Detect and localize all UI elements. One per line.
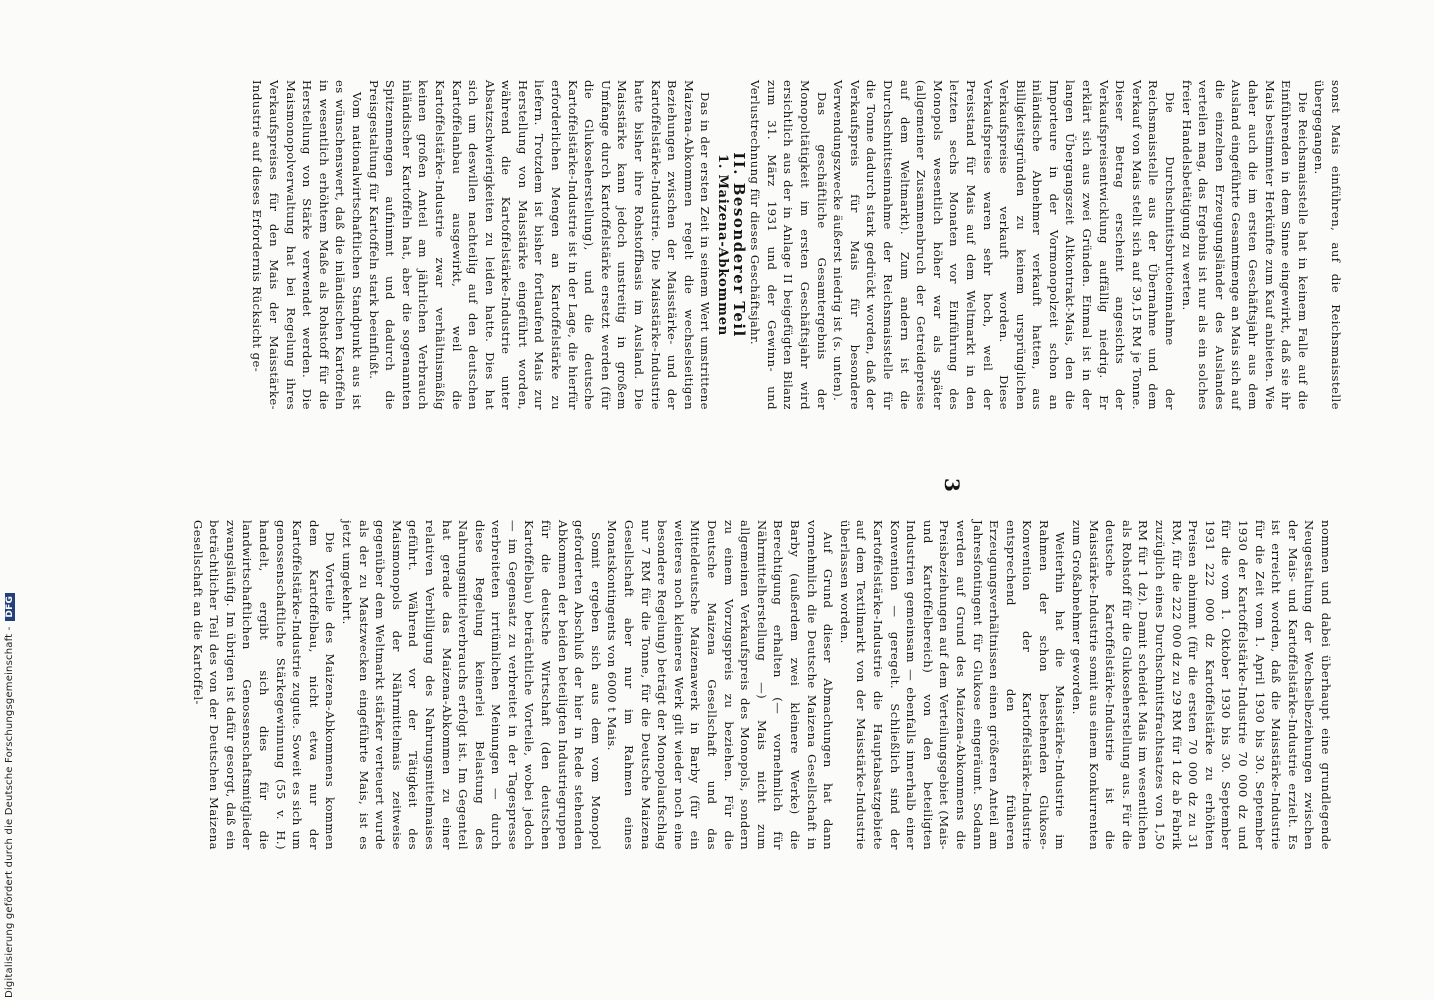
left-text-column: [249, 80, 1344, 410]
paragraph: Weiterhin hat die Maisstärke-Industrie im Rahmen der schon bestehenden Glukose-Konvention der Kartoffelstärke-Industrie entsprechend den früheren Erzeugungsverhältnissen einen größeren Anteil am Jahresfontingent für Glukose eingeräumt. Sodann werden auf Grund des Maizena-Abkommens die Preisbeziehungen auf dem Verteilungsgebiet (Mais- und Kartoffelbereich) von den beteiligten Industrien gemeinsam — ebenfalls innerhalb einer Konvention — geregelt. Schließlich sind der Kartoffelstärke-Industrie die Hauptabsatzgebiete auf dem Textilmarkt von der Maisstärke-Industrie überlassen worden.: [837, 520, 1068, 850]
paragraph: Die Durchschnittsbruttoeinnahme der Reichsmaisstelle aus der Übernahme und dem Verkauf von Mais stellt sich auf 39,15 RM je Tonne. Dieser Betrag erscheint angesichts der Verkaufspreisentwicklung auffällig niedrig. Er erklärt sich aus zwei Gründen. Einmal ist in der langen Übergangszeit Altkontrakt-Mais, den die Importeure in der Vormonopolzeit schon an inländische Abnehmer verkauft hatten, aus Billigkeitsgründen zu keinem ursprünglichen Verkaufspreise verkauft worden. Diese Verkaufspreise waren sehr hoch, weil der Preisstand für Mais auf dem Weltmarkt in den letzten sechs Monaten vor Einführung des Monopols wesentlich höher war als später (allgemeiner Zusammenbruch der Getreidepreise auf dem Weltmarkt). Zum andern ist die Durchschnittseinnahme der Reichsmaisstelle für die Tonne dadurch stark gedrückt worden, daß der Verkaufspreis für Mais für besondere Verwendungszwecke äußerst niedrig ist (s. unten).: [831, 80, 1178, 410]
credit-text: Digitalisierung gefördert durch die Deutsche Forschungsgemeinschaft -: [4, 626, 15, 998]
page-number: 3: [940, 478, 964, 492]
paragraph: Somit ergeben sich aus dem vom Monopol geforderten Abschluß der hier in Rede stehenden Abkommen der beiden beteiligten Industriegruppen für die deutsche Wirtschaft (den deutschen Kartoffelbau) beträchtliche Vorteile, wobei jedoch — im Gegensatz zu verbreitet in der Tagespresse verbreiteten irrtümlichen Meinungen — durch diese Regelung keinerlei Belastung des Nahrungsmittelverbrauchs erfolgt ist. Im Gegenteil hat gerade das Maizena-Abkommen zu einer relativen Verbilligung des Nahrungsmittelmaises geführt. Während vor der Tätigkeit des Maismonopols der Nährmittelmais zeitweise gegenüber dem Weltmarkt stärker verteuert wurde als der zu Mastzwecken eingeführte Mais, ist es jetzt umgekehrt.: [339, 520, 603, 850]
paragraph: nommen und dabei überhaupt eine grundlegende Neugestaltung der Wechselbeziehungen zwischen der Mais- und Kartoffelstärke-Industrie erzielt. Es ist erreicht worden, daß die Maisstärke-Industrie für die Zeit vom 1. April 1930 bis 30. September 1930 der Kartoffelstärke-Industrie 70 000 dz und für die vom 1. Oktober 1930 bis 30. September 1931 222 000 dz Kartoffelstärke zu erhöhten Preisen abnimmt (für die ersten 70 000 dz zu 31 RM, für die 222 000 dz zu 29 RM für 1 dz ab Fabrik zuzüglich eines Durchschnittsfrachtsatzes von 1,50 RM für 1 dz). Damit scheidet Mais im wesentlichen als Rohstoff für die Glukoseherstellung aus. Für die deutsche Kartoffelstärke-Industrie ist die Maisstärke-Industrie somit aus einem Konkurrenten zum Großabnehmer geworden.: [1070, 520, 1333, 850]
sub-heading: 1. Maizena-Abkommen: [715, 153, 731, 337]
paragraph: Auf Grund dieser Abmachungen hat dann vornehmlich die Deutsche Maizena Gesellschaft in Barby (außerdem zwei kleinere Werke) die Berechtigung erhalten (— vornehmlich für Nährmittelherstellung —) Mais nicht zum allgemeinen Verkaufspreis des Monopols, sondern zu einem Vorzugspreis zu beziehen. Für die Deutsche Maizena Gesellschaft und das Mitteldeutsche Maizenawerk in Barby (für ein weiteres noch kleineres Werk gilt wieder noch eine besondere Regelung) beträgt der Monopolaufschlag nur 7 RM für die Tonne, für die Deutsche Maizena Gesellschaft aber nur im Rahmen eines Monatskontingents von 6000 t Mais.: [605, 520, 836, 850]
paragraph: Das in der ersten Zeit in seinem Wert umstrittene Maizena-Abkommen regelt die wechselseitigen Beziehungen zwischen der Maisstärke- und der Kartoffelstärke-Industrie. Die Maisstärke-Industrie hatte bisher ihre Rohstoffbasis im Ausland. Die Maisstärke kann jedoch unstreitig in großem Umfange durch Kartoffelstärke ersetzt werden (für die Glukoseherstellung), und die deutsche Kartoffelstärke-Industrie ist in der Lage, die hierfür erforderlichen Mengen an Kartoffelstärke zu liefern. Trotzdem ist bisher fortlaufend Mais zur Herstellung von Maisstärke eingeführt worden, während die Kartoffelstärke-Industrie unter Absatzschwierigkeiten zu leiden hatte. Dies hat sich um deswillen nachteilig auf den deutschen Kartoffelanbau ausgewirkt, weil die Kartoffelstärke-Industrie zwar verhältnismäßig keinen großen Anteil am jährlichen Verbrauch inländischer Kartoffeln hat, aber die sogenannten Spitzenmengen aufnimmt und dadurch die Preisgestaltung für Kartoffeln stark beeinflußt.: [366, 80, 713, 410]
digitization-credit: [4, 593, 15, 998]
paragraph: Die Vorteile des Maizena-Abkommens kommen dem Kartoffelbau, nicht etwa nur der Kartoffelstärke-Industrie zugute. Soweit es sich um genossenschaftliche Stärkegewinnung (55 v. H.) handelt, ergibt sich dies für die landwirtschaftlichen Genossenschaftsmitglieder zwangsläufig. Im übrigen ist dafür gesorgt, daß ein beträchtlicher Teil des von der Deutschen Maizena Gesellschaft an die Kartoffel-: [190, 520, 338, 850]
paragraph: Das geschäftliche Gesamtergebnis der Monopoltätigkeit im ersten Geschäftsjahr wird ersichtlich aus der in Anlage II beigefügten Bilanz zum 31. März 1931 und der Gewinn- und Verlustrechnung für dieses Geschäftsjahr.: [748, 80, 829, 410]
paragraph: Vom nationalwirtschaftlichen Standpunkt aus ist es wünschenswert, daß die inländischen Kartoffeln in wesentlich erhöhtem Maße als Rohstoff für die Herstellung von Stärke verwendet werden. Die Maismonopolverwaltung hat bei Regelung ihres Verkaufspreises für den Mais der Maisstärke-Industrie auf dieses Erfordernis Rücksicht ge-: [250, 80, 364, 410]
dfg-logo-icon: DFG: [5, 593, 15, 621]
section-heading: II. Besonderer Teil: [729, 152, 748, 338]
paragraph: Die Reichsmaisstelle hat in keinem Falle auf die Einführenden in dem Sinne eingewirkt, daß sie ihr Mais bestimmter Herkünfte zum Kauf anbieten. Wie daher auch die im ersten Geschäftsjahr aus dem Ausland eingeführte Gesamtmenge an Mais sich auf die einzelnen Erzeugungsländer des Auslandes verteilen mag, das Ergebnis ist nur als ein solches freier Handelsbetätigung zu werten.: [1179, 80, 1310, 410]
paragraph: sonst Mais einführen, auf die Reichsmaisstelle übergegangen.: [1312, 80, 1343, 410]
right-text-column: [189, 520, 1334, 850]
